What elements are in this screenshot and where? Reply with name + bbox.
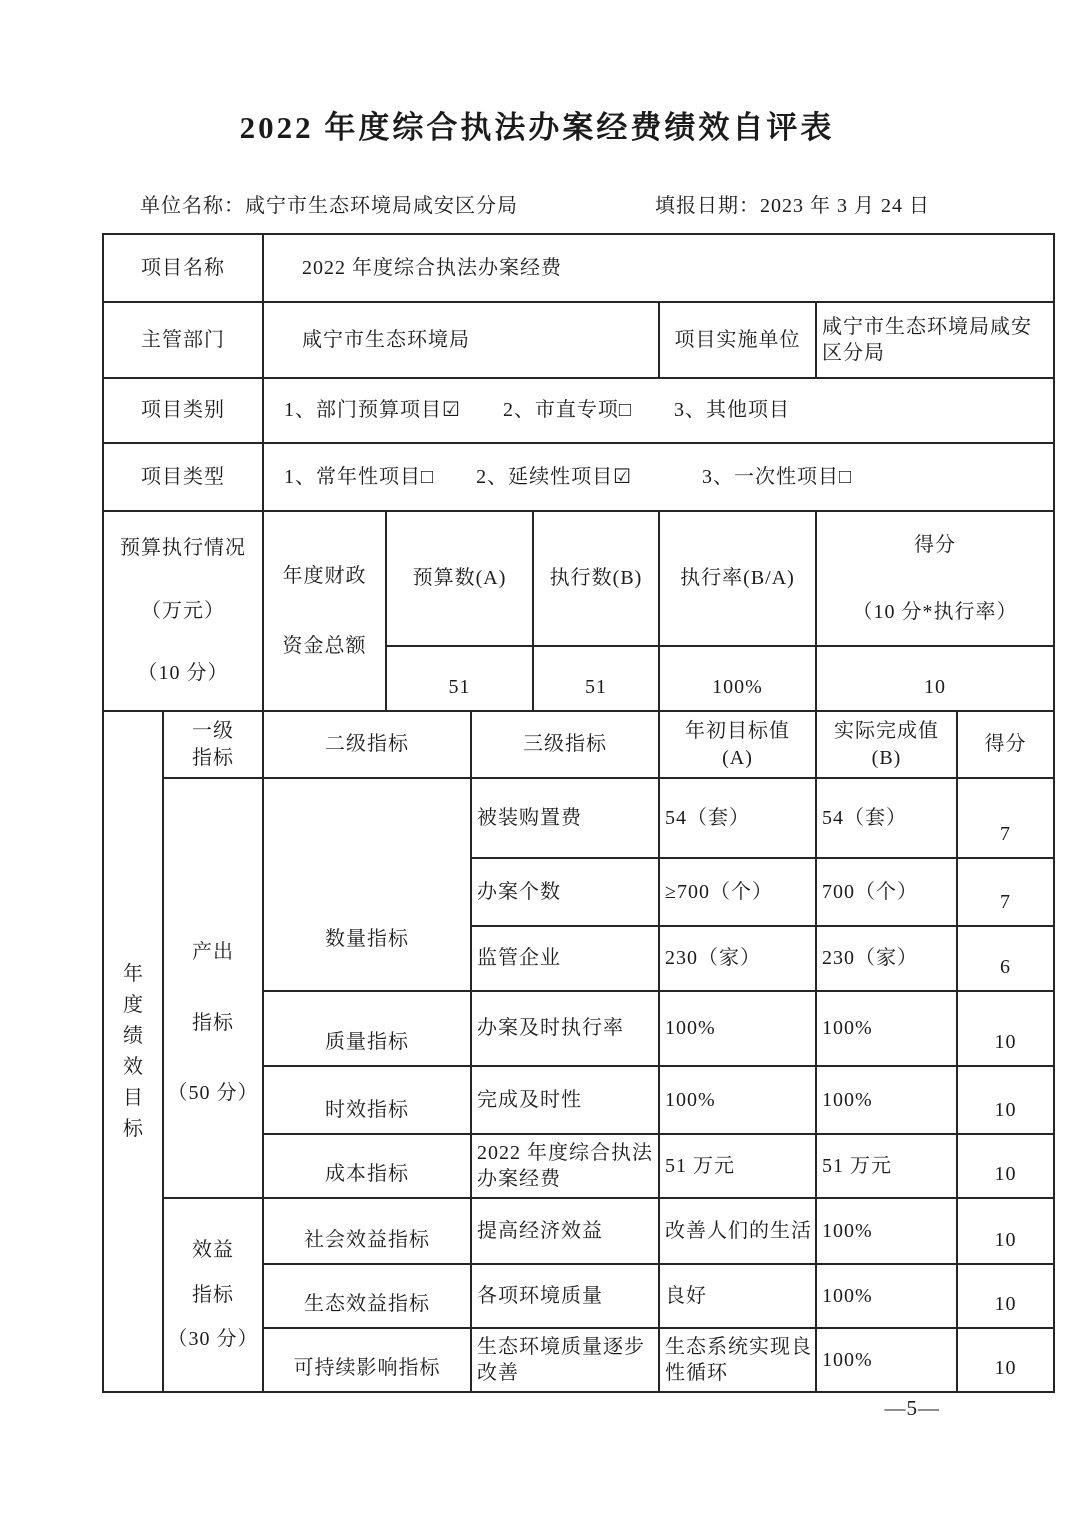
- target-value-header-cell: [659, 711, 816, 778]
- project-type-value-cell: [263, 443, 1054, 511]
- target-value-cell: 230（家）: [659, 926, 816, 991]
- score-cell: 10: [957, 1066, 1054, 1134]
- actual-value-cell: 51 万元: [816, 1134, 957, 1198]
- supervisor-dept-label-cell: 主管部门: [103, 302, 263, 378]
- tertiary-indicator-cell: 各项环境质量: [471, 1264, 659, 1328]
- tertiary-indicator-cell: 监管企业: [471, 926, 659, 991]
- target-value-cell: 生态系统实现良性循环: [659, 1328, 816, 1392]
- unit-name-label: 单位名称：咸宁市生态环境局咸安区分局: [140, 195, 518, 217]
- budget-amount-value-cell: 51: [386, 646, 533, 711]
- budget-section-label-cell: [103, 511, 263, 711]
- score-cell: 7: [957, 858, 1054, 926]
- quantity-indicator-label-cell: 数量指标: [263, 778, 471, 991]
- exec-amount-header-cell: 执行数(B): [533, 511, 659, 646]
- tertiary-indicator-cell: 被装购置费: [471, 778, 659, 858]
- target-value-cell: ≥700（个）: [659, 858, 816, 926]
- exec-rate-value-cell: 100%: [659, 646, 816, 711]
- budget-section-label-line3: （10 分）: [137, 662, 229, 685]
- project-type-label-cell: 项目类型: [103, 443, 263, 511]
- page-title: 2022 年度综合执法办案经费绩效自评表: [239, 110, 835, 145]
- benefit-group-line1: 效益: [192, 1239, 234, 1262]
- score-cell: 6: [957, 926, 1054, 991]
- output-group-line1: 产出: [192, 941, 234, 964]
- annual-fund-label-cell: [263, 511, 386, 711]
- self-evaluation-table: [102, 233, 1055, 1393]
- eco-benefit-indicator-label-cell: 生态效益指标: [263, 1264, 471, 1328]
- tertiary-indicator-cell: 提高经济效益: [471, 1198, 659, 1264]
- level2-indicator-header-cell: 二级指标: [263, 711, 471, 778]
- annual-fund-label-line1: 年度财政: [282, 564, 367, 587]
- output-group-line2: 指标: [192, 1011, 234, 1034]
- score-header-cell: 得分: [957, 711, 1054, 778]
- quality-indicator-label-cell: 质量指标: [263, 991, 471, 1066]
- level1-header-line1: 一级: [192, 720, 234, 743]
- target-value-cell: 100%: [659, 1066, 816, 1134]
- benefit-group-line2: 指标: [192, 1283, 234, 1306]
- actual-value-header-cell: [816, 711, 957, 778]
- category-option-dept-budget: 1、部门预算项目☑: [284, 399, 461, 422]
- actual-value-cell: 54（套）: [816, 778, 957, 858]
- score-cell: 10: [957, 1198, 1054, 1264]
- budget-score-header-cell: [816, 511, 1054, 646]
- budget-amount-header-cell: 预算数(A): [386, 511, 533, 646]
- tertiary-indicator-cell: 完成及时性: [471, 1066, 659, 1134]
- score-cell: 10: [957, 1134, 1054, 1198]
- level1-header-line2: 指标: [192, 746, 234, 769]
- target-value-cell: 51 万元: [659, 1134, 816, 1198]
- actual-value-cell: 100%: [816, 1198, 957, 1264]
- category-option-other: 3、其他项目: [674, 399, 791, 422]
- target-value-cell: 54（套）: [659, 778, 816, 858]
- exec-rate-header-cell: 执行率(B/A): [659, 511, 816, 646]
- actual-value-cell: 700（个）: [816, 858, 957, 926]
- project-category-label-cell: 项目类别: [103, 378, 263, 443]
- project-name-label-cell: 项目名称: [103, 234, 263, 302]
- actual-header-line1: 实际完成值: [834, 720, 939, 743]
- target-header-line1: 年初目标值: [685, 720, 790, 743]
- score-cell: 7: [957, 778, 1054, 858]
- meta-row: [0, 189, 1074, 219]
- score-cell: 10: [957, 991, 1054, 1066]
- tertiary-indicator-cell: 生态环境质量逐步改善: [471, 1328, 659, 1392]
- table-row: [103, 1198, 1054, 1264]
- category-option-city-special: 2、市直专项□: [502, 399, 633, 422]
- actual-value-cell: 100%: [816, 1264, 957, 1328]
- tertiary-indicator-cell: 办案及时执行率: [471, 991, 659, 1066]
- score-cell: 10: [957, 1328, 1054, 1392]
- sustainability-indicator-label-cell: 可持续影响指标: [263, 1328, 471, 1392]
- actual-value-cell: 230（家）: [816, 926, 957, 991]
- benefit-group-line3: （30 分）: [167, 1328, 259, 1351]
- type-option-one-time: 3、一次性项目□: [702, 465, 853, 488]
- actual-value-cell: 100%: [816, 991, 957, 1066]
- target-value-cell: 良好: [659, 1264, 816, 1328]
- level3-indicator-header-cell: 三级指标: [471, 711, 659, 778]
- output-indicator-group-cell: [163, 778, 263, 1198]
- type-option-continuing: 2、延续性项目☑: [476, 465, 633, 488]
- target-header-line2: (A): [722, 746, 753, 769]
- budget-score-value-cell: 10: [816, 646, 1054, 711]
- cost-indicator-label-cell: 成本指标: [263, 1134, 471, 1198]
- target-value-cell: 改善人们的生活: [659, 1198, 816, 1264]
- timeliness-indicator-label-cell: 时效指标: [263, 1066, 471, 1134]
- actual-header-line2: (B): [871, 746, 902, 769]
- supervisor-dept-value-cell: 咸宁市生态环境局: [263, 302, 659, 378]
- actual-value-cell: 100%: [816, 1066, 957, 1134]
- tertiary-indicator-cell: 2022 年度综合执法办案经费: [471, 1134, 659, 1198]
- social-benefit-indicator-label-cell: 社会效益指标: [263, 1198, 471, 1264]
- tertiary-indicator-cell: 办案个数: [471, 858, 659, 926]
- type-option-perennial: 1、常年性项目□: [284, 465, 435, 488]
- impl-unit-label-cell: 项目实施单位: [659, 302, 816, 378]
- exec-amount-value-cell: 51: [533, 646, 659, 711]
- level1-indicator-header-cell: [163, 711, 263, 778]
- budget-score-header-sub: （10 分*执行率）: [852, 600, 1018, 623]
- page-number: —5—: [884, 1396, 940, 1420]
- budget-score-header-main: 得分: [914, 534, 957, 557]
- budget-section-label-line2: （万元）: [141, 599, 225, 622]
- project-category-value-cell: [263, 378, 1054, 443]
- budget-section-label-line1: 预算执行情况: [120, 537, 246, 560]
- annual-performance-goal-label: 年度绩效目标: [123, 962, 143, 1140]
- benefit-indicator-group-cell: [163, 1198, 263, 1392]
- actual-value-cell: 100%: [816, 1328, 957, 1392]
- report-date-label: 填报日期：2023 年 3 月 24 日: [655, 195, 930, 217]
- impl-unit-value-cell: 咸宁市生态环境局咸安区分局: [816, 302, 1054, 378]
- annual-fund-label-line2: 资金总额: [282, 635, 367, 657]
- score-cell: 10: [957, 1264, 1054, 1328]
- table-row: [103, 778, 1054, 858]
- project-name-value-cell: 2022 年度综合执法办案经费: [263, 234, 1054, 302]
- annual-performance-goal-label-cell: [103, 711, 163, 1392]
- target-value-cell: 100%: [659, 991, 816, 1066]
- output-group-line3: （50 分）: [167, 1082, 259, 1105]
